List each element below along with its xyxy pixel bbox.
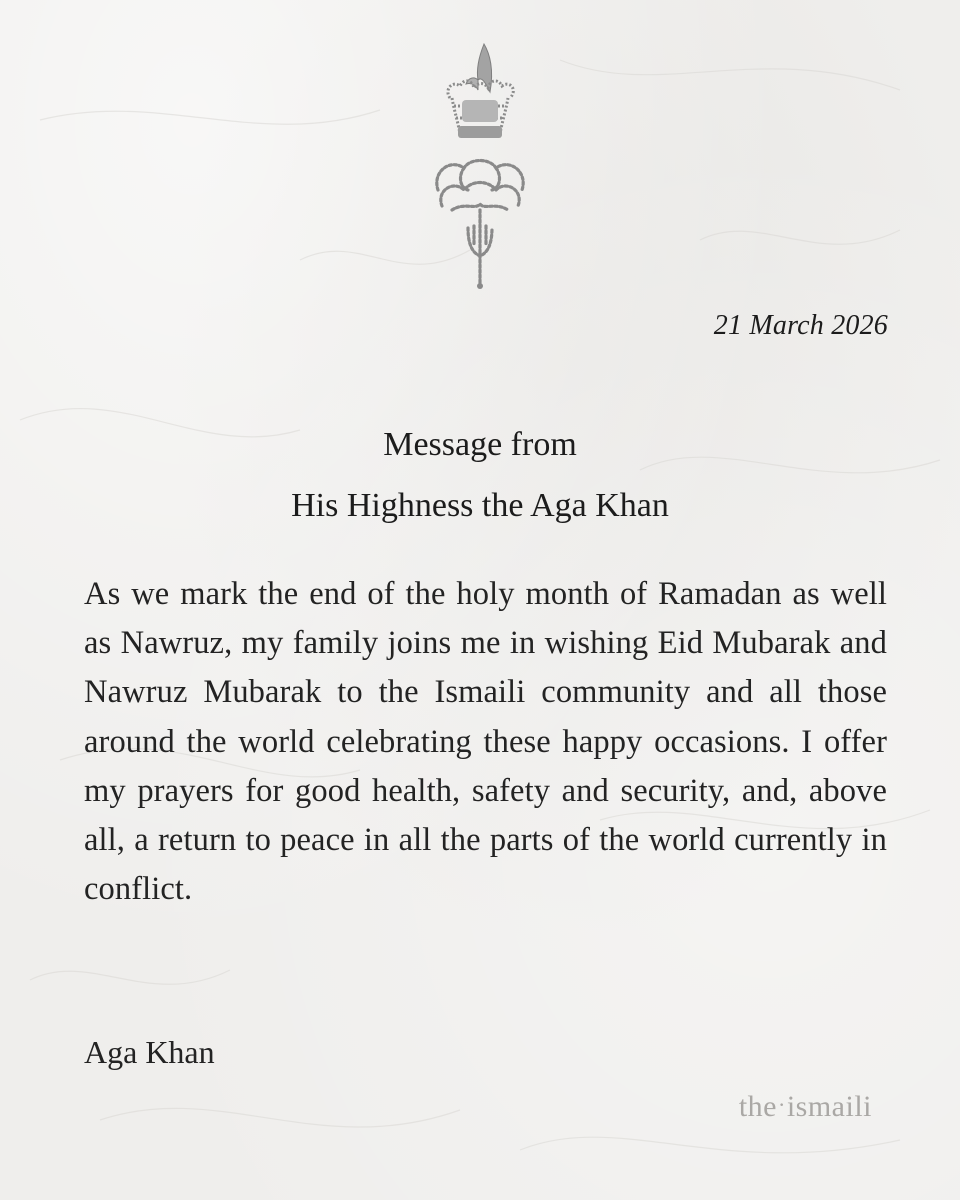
letter-date: 21 March 2026 xyxy=(713,310,888,341)
letter-signature: Aga Khan xyxy=(84,1034,215,1070)
letter-body: As we mark the end of the holy month of Ramadan as well as Nawruz, my family joins me in wishing Eid Mubarak and Nawruz Mubarak to the Ismaili community and all those around the world celebrating these happy occasions. I offer my prayers for good health, safety and security, and, above all, a return to peace in all the parts of the world currently in conflict. xyxy=(84,576,887,908)
watermark-part-2: ismaili xyxy=(786,1090,872,1123)
crown-trident-emblem-icon xyxy=(424,40,536,290)
title-line-2: His Highness the Aga Khan xyxy=(291,487,669,524)
watermark-separator: · xyxy=(778,1092,786,1117)
brand-watermark xyxy=(739,1090,872,1124)
title-line-1: Message from xyxy=(383,426,577,463)
watermark-part-1: the xyxy=(738,1090,777,1123)
letter-title xyxy=(0,414,960,536)
